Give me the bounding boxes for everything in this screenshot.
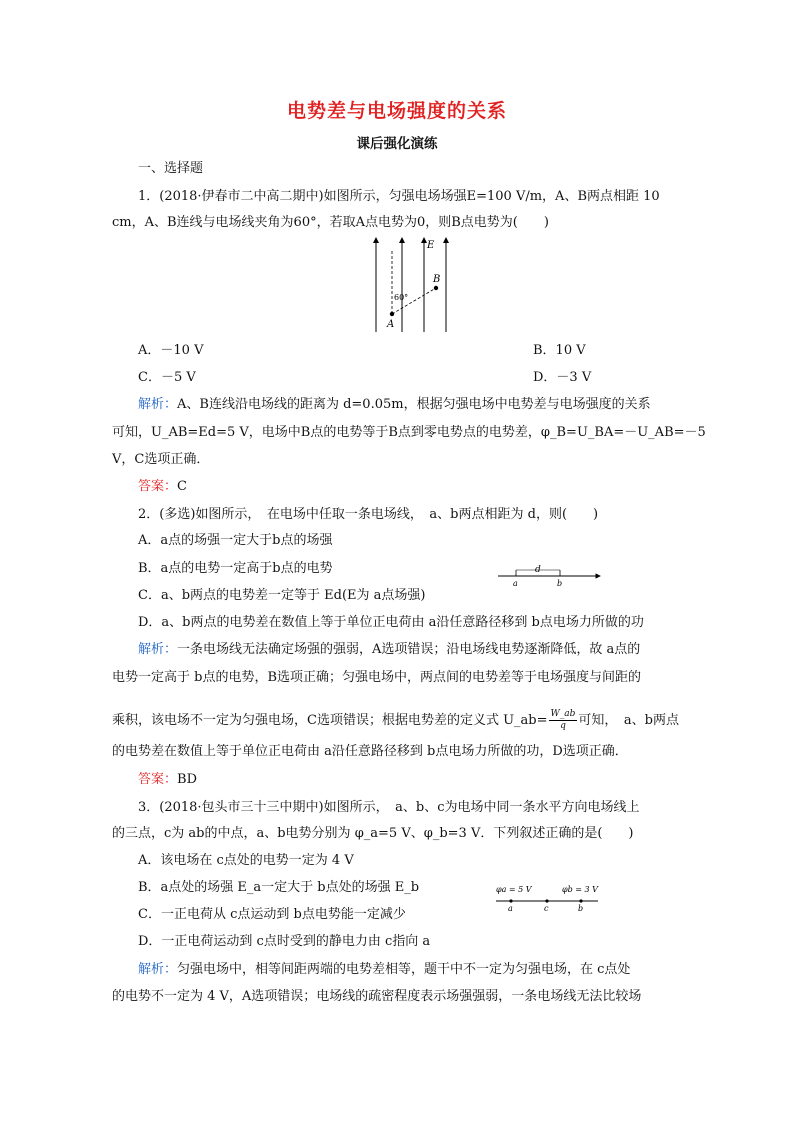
label-d: d	[535, 565, 541, 575]
q3-option-b: B．a点处的场强 E_a一定大于 b点处的场强 E_b	[138, 880, 420, 895]
q2-analysis-line3	[112, 709, 679, 732]
q1-analysis-line1	[138, 396, 651, 414]
q3-option-c: C．一正电荷从 c点运动到 b点电势能一定减少	[138, 907, 406, 922]
fraction-denominator: q	[560, 721, 566, 731]
q1-option-b: B．10 V	[533, 343, 586, 358]
label-angle: 60°	[394, 293, 409, 302]
label-b: b	[578, 904, 584, 913]
label-c: c	[544, 904, 549, 913]
q3-analysis-line2: 的电势不一定为 4 V，A选项错误；电场线的疏密程度表示场强强弱，一条电场线无法比较场	[112, 989, 642, 1004]
q1-option-c: C．－5 V	[138, 370, 196, 385]
point-b	[434, 286, 438, 290]
q2-option-d: D．a、b两点的电势差在数值上等于单位正电荷由 a沿任意路径移到 b点电场力所做的功	[138, 615, 644, 630]
label-A: A	[387, 319, 395, 330]
q2-analysis-line4: 的电势差在数值上等于单位正电荷由 a沿任意路径移到 b点电场力所做的功，D选项正确．	[112, 744, 628, 759]
point-c	[545, 899, 548, 902]
answer-label: 答案：	[138, 479, 178, 494]
analysis-text: 匀强电场中，相等间距两端的电势差相等，题干中不一定为匀强电场，在 c点处	[177, 962, 631, 977]
analysis-text-b: 可知， a、b两点	[578, 713, 679, 728]
page-title: 电势差与电场强度的关系	[286, 100, 507, 122]
q3-figure	[494, 882, 604, 914]
q2-analysis-line1	[138, 641, 640, 659]
q1-stem-line2: cm，A、B连线与电场线夹角为60°，若取A点电势为0，则B点电势为( )	[112, 215, 549, 230]
q1-analysis-line3: V，C选项正确．	[112, 452, 210, 467]
analysis-label: 解析：	[138, 642, 178, 657]
q1-answer	[138, 478, 187, 496]
q3-stem-line1: 3．(2018·包头市三十三中期中)如图所示， a、b、c为电场中同一条水平方向电场线上	[138, 800, 640, 815]
analysis-text-a: 乘积，该电场不一定为匀强电场，C选项错误；根据电势差的定义式 U_ab=	[112, 713, 548, 728]
analysis-text: 一条电场线无法确定场强的强弱，A选项错误；沿电场线电势逐渐降低，故 a点的	[177, 642, 641, 657]
label-E: E	[427, 240, 435, 251]
q1-figure	[360, 236, 470, 336]
analysis-label: 解析：	[138, 962, 178, 977]
page-subtitle: 课后强化演练	[356, 136, 438, 152]
label-phi-b: φb = 3 V	[562, 885, 598, 894]
label-a: a	[508, 904, 513, 913]
label-b: b	[557, 579, 563, 588]
point-a	[509, 899, 512, 902]
section-heading: 一、选择题	[138, 161, 204, 176]
q2-option-a: A．a点的场强一定大于b点的场强	[138, 533, 333, 548]
q3-stem-line2: 的三点，c为 ab的中点，a、b电势分别为 φ_a=5 V、φ_b=3 V．下列叙述正确的是( )	[112, 826, 634, 841]
analysis-label: 解析：	[138, 397, 178, 412]
q2-stem: 2．(多选)如图所示， 在电场中任取一条电场线， a、b两点相距为 d，则( )	[138, 507, 599, 522]
answer-value: BD	[177, 772, 197, 787]
answer-label: 答案：	[138, 772, 178, 787]
point-a	[390, 312, 394, 316]
q2-analysis-line2: 电势一定高于 b点的电势，B选项正确；匀强电场中，两点间的电势差等于电场强度与间距的	[112, 670, 642, 685]
label-a: a	[513, 579, 518, 588]
q1-analysis-line2: 可知，U_AB=Ed=5 V，电场中B点的电势等于B点到零电势点的电势差，φ_B=U_BA=－U_AB=－5	[112, 425, 706, 440]
point-b	[579, 899, 582, 902]
q1-option-a: A．－10 V	[138, 343, 204, 358]
answer-value: C	[177, 479, 187, 494]
q3-option-d: D．一正电荷运动到 c点时受到的静电力由 c指向 a	[138, 934, 431, 949]
q2-figure	[496, 562, 606, 590]
fraction-numerator: W_ab	[550, 709, 576, 719]
analysis-text: A、B连线沿电场线的距离为 d=0.05m，根据匀强电场中电势差与电场强度的关系	[177, 397, 651, 412]
fraction	[549, 709, 578, 732]
q2-answer	[138, 771, 197, 789]
q1-stem-line1: 1．(2018·伊春市二中高二期中)如图所示，匀强电场场强E=100 V/m，A、B两点相距 10	[138, 189, 660, 204]
label-phi-a: φa = 5 V	[496, 885, 532, 894]
q2-option-b: B．a点的电势一定高于b点的电势	[138, 561, 333, 576]
q3-analysis-line1	[138, 961, 630, 979]
q1-option-d: D．－3 V	[533, 370, 592, 385]
label-B: B	[433, 274, 441, 285]
q2-option-c: C．a、b两点的电势差一定等于 Ed(E为 a点场强)	[138, 588, 426, 603]
q3-option-a: A．该电场在 c点处的电势一定为 4 V	[138, 853, 354, 868]
